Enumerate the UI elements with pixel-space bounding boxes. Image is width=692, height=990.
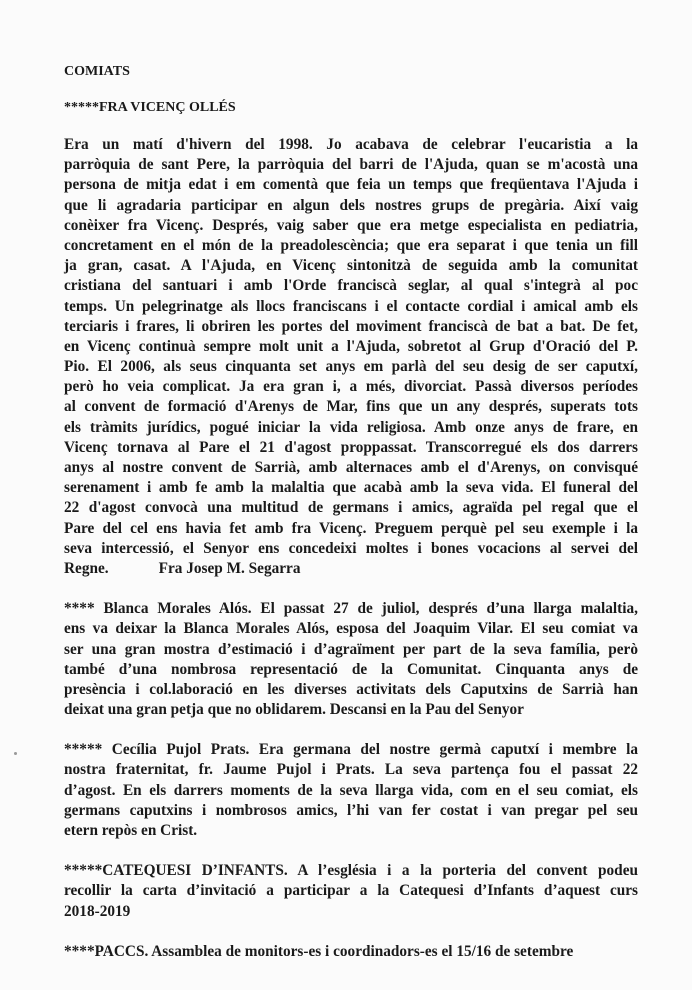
paragraph-line: ens va deixar la Blanca Morales Alós, esposa del Joaquim Vilar. El seu comiat va (64, 620, 638, 638)
paragraph-line: en Vicenç continuà sempre molt unit a l'Ajuda, sobretot al Grup d'Oració del P. (64, 337, 638, 355)
signature: Fra Josep M. Segarra (158, 559, 301, 577)
paragraph-line: que li agradaria participar en algun dels nostres grups de pregària. Així vaig (64, 196, 638, 214)
paragraph-line: Vicenç tornava al Pare el 21 d'agost proppassat. Transcorregué els dos darrers (64, 438, 638, 456)
paragraph-blanca-morales (64, 599, 638, 720)
paragraph-final-line: etern repòs en Crist. (64, 822, 198, 839)
paragraph-fra-vicenc (64, 135, 638, 579)
paragraph-line: al convent de formació d'Arenys de Mar, fins que un any després, superats tots (64, 398, 638, 416)
paragraph-final-line: deixat una gran petja que no oblidarem. Descansi en la Pau del Senyor (64, 701, 524, 719)
paragraph-line: nostra fraternitat, fr. Jaume Pujol i Prats. La seva partença fou el passat 22 (64, 761, 638, 779)
paragraph-line: *****CATEQUESI D’INFANTS. A l’església i a la porteria del convent podeu (64, 862, 638, 880)
paragraph-line: però ho veia complicat. Ja era gran i, a més, divorciat. Passà diversos períodes (64, 378, 638, 396)
paragraph-line: ser una gran mostra d’estimació i d’agraïment per part de la seva família, però (64, 640, 638, 658)
paragraph-final-line: 2018-2019 (64, 902, 131, 920)
paragraph-line: terciaris i frares, li obriren les portes del moviment franciscà de bat a bat. De fet, (64, 317, 638, 335)
paragraph-paccs (64, 942, 638, 962)
paragraph-line: presència i col.laboració en les diverses activitats dels Caputxins de Sarrià han (64, 680, 638, 698)
section-heading: *****FRA VICENÇ OLLÉS (64, 100, 236, 115)
paragraph-line: concretament en el món de la preadolescència; que era separat i que tenia un fill (64, 236, 638, 254)
paragraph-line: Era un matí d'hivern del 1998. Jo acabava de celebrar l'eucaristia a la (64, 136, 638, 153)
paragraph-cecilia-pujol (64, 740, 638, 841)
paragraph-line: ja gran, casat. A l'Ajuda, en Vicenç sintonitzà de seguida amb la comunitat (64, 257, 638, 275)
paragraph-line: els tràmits jurídics, pogué iniciar la vida religiosa. Amb onze anys de frare, en (64, 418, 638, 436)
paragraph-line: anys al nostre convent de Sarrià, amb alternaces amb el d'Arenys, on convisqué (64, 459, 638, 476)
paragraph-line: persona de mitja edat i em comentà que feia un temps que freqüentava l'Ajuda i (64, 176, 638, 194)
page-title: COMIATS (64, 64, 130, 79)
paragraph-line: també d’una nombrosa representació de la Comunitat. Cinquanta anys de (64, 660, 638, 678)
paragraph-line: serenament i amb fe amb la malaltia que acabà amb la seva vida. El funeral del (64, 479, 638, 497)
paragraph-final-line: ****PACCS. Assamblea de monitors-es i coordinadors-es el 15/16 de setembre (64, 942, 574, 960)
paragraph-line: conèixer fra Vicenç. Després, vaig saber que era metge especialista en pediatria, (64, 216, 638, 234)
paragraph-line: seva intercessió, el Senyor ens concedeixi moltes i bones vocacions al servei del (64, 539, 638, 557)
paragraph-catequesi (64, 861, 638, 922)
paragraph-line: Pio. El 2006, als seus cinquanta set anys em parlà del seu desig de ser caputxí, (64, 358, 638, 376)
document-page (64, 62, 638, 962)
paragraph-line: d’agost. En els darrers moments de la seva llarga vida, com en el seu comiat, els (64, 781, 638, 799)
paragraph-line: Pare del cel ens havia fet amb fra Vicenç. Preguem perquè pel seu exemple i la (64, 519, 638, 537)
paragraph-line: 22 d'agost convocà una multitud de germans i amics, agraïda pel regal que el (64, 499, 638, 517)
paragraph-line: parròquia de sant Pere, la parròquia del barri de l'Ajuda, quan se m'acostà una (64, 156, 638, 174)
paragraph-line: ***** Cecília Pujol Prats. Era germana del nostre germà caputxí i membre la (64, 741, 638, 759)
paragraph-line: cristiana del santuari i amb l'Orde franciscà seglar, al qual s'integrà al poc (64, 277, 638, 295)
paragraph-final-line: Regne. Fra Josep M. Segarra (64, 559, 301, 577)
paragraph-line: germans caputxins i nombrosos amics, l’hi van fer costat i van pregar pel seu (64, 801, 638, 819)
paragraph-line: recollir la carta d’invitació a participar a la Catequesi d’Infants d’aquest curs (64, 882, 638, 900)
margin-mark (14, 752, 17, 755)
paragraph-line: **** Blanca Morales Alós. El passat 27 de juliol, després d’una llarga malaltia, (64, 600, 638, 618)
paragraph-line: temps. Un pelegrinatge als llocs franciscans i el contacte cordial i amical amb els (64, 297, 638, 315)
